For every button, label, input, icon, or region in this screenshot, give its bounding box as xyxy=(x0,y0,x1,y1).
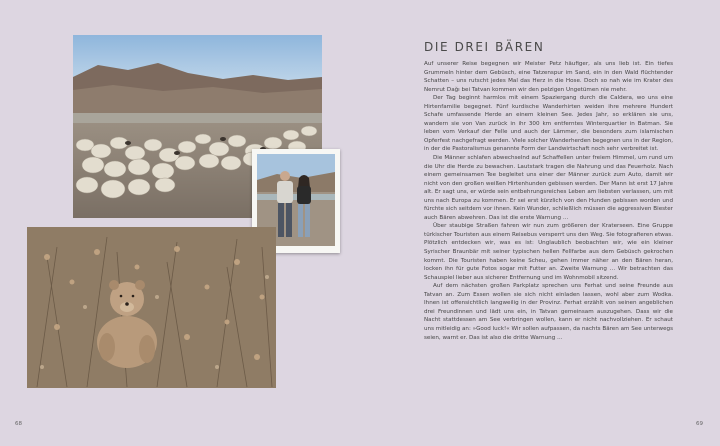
page-number-right: 69 xyxy=(696,421,703,427)
bear-cub-photo xyxy=(27,227,276,388)
paragraph: Über staubige Straßen fahren wir nun zum größeren der Kraterseen. Eine Gruppe türkischer Touristen aus einem Reisebus versperrt uns den Weg. Sie fotografieren etwas. Plötzlich entdecken wir, was es ist: Unglaublich beobachten wir, wie ein kleiner Syrischer Braunbär mit seiner typischen hellen Fellfarbe aus dem Gebüsch gekrochen kommt. Die Touristen haben keine Scheu, gehen immer näher an den Bären heran, locken ihn für gute Fotos sogar mit Futter an. Zweite Warnung … Wir betrachten das Schauspiel lieber aus sicherer Entfernung und im Wohnmobil sitzend. xyxy=(424,223,673,281)
page-number-left: 68 xyxy=(15,421,22,427)
paragraph: Die Männer schlafen abwechselnd auf Schaffellen unter freiem Himmel, um rund um die Uhr die Herde zu bewachen. Lautstark tragen die Nahrung und das Feuerholz. Nach einem gemeinsamen Tee begleitet uns einer der Männer zurück zum Auto, damit wir nicht von den großen weißen Hirtenhunden gebissen werden. Der Mann ist erst 17 Jahre alt. Er sagt uns, er würde sein entbehrungsreiches Leben am liebsten verlassen, um mit uns nach Europa zu kommen. Er sei erst kürzlich von den Hunden gebissen worden und fürchte sich seitdem vor ihnen. Kein Wunder, schließlich müssen die aggressiven Biester auch Bären abwehren. Das ist die erste Warnung … xyxy=(424,155,673,221)
paragraph: Auf dem nächsten großen Parkplatz sprechen uns Ferhat und seine Freunde aus Tatvan an. Zum Essen wollen sie sich nicht einladen lassen, wohl aber zum Wodka. Ihnen ist offensichtlich langweilig in der Provinz. Ferhat erzählt von seinen angeblichen drei Freundinnen und lädt uns ein, in Tatvan gemeinsam auszugehen. Dass wir die Nacht stattdessen am See verbringen wollen, kann er nicht nachvollziehen. Er schaut uns mitleidig an: »Good luck!« Wir sollen aufpassen, da nachts Bären am See unterwegs seien, warnt er. Das ist also die dritte Warnung … xyxy=(424,283,673,341)
article-body xyxy=(424,60,673,342)
paragraph: Der Tag beginnt harmlos mit einem Spaziergang durch die Caldera, wo uns eine Hirtenfamilie begegnet. Fünf kurdische Wanderhirten weiden ihre mehrere Hundert Schafe umfassende Herde an einem kleinen See. Jedes Jahr, so erklären sie uns, wandern sie von Van zurück in ihr 300 km entferntes Winterquartier in Batman. Sie leben vom Verkauf der Felle und auch der Lämmer, die besonders zum islamischen Opferfest nachgefragt werden. Viele solcher Wanderherden begegnen uns in der Region, in der die Pastoralismus genannte Form der Landwirtschaft noch sehr verbreitet ist. xyxy=(424,95,673,153)
paragraph: Auf unserer Reise begegnen wir Meister Petz häufiger, als uns lieb ist. Ein tiefes Grummeln hinter dem Gebüsch, eine Tatzenspur im Sand, ein in den Wald flüchtender Schatten – uns rutscht jedes Mal das Herz in die Hose. Doch so nah wie im Krater des Nemrut Dağı bei Tatvan kommen wir den pelzigen Ungetümen nie mehr. xyxy=(424,61,673,93)
page-title: DIE DREI BÄREN xyxy=(424,40,545,54)
